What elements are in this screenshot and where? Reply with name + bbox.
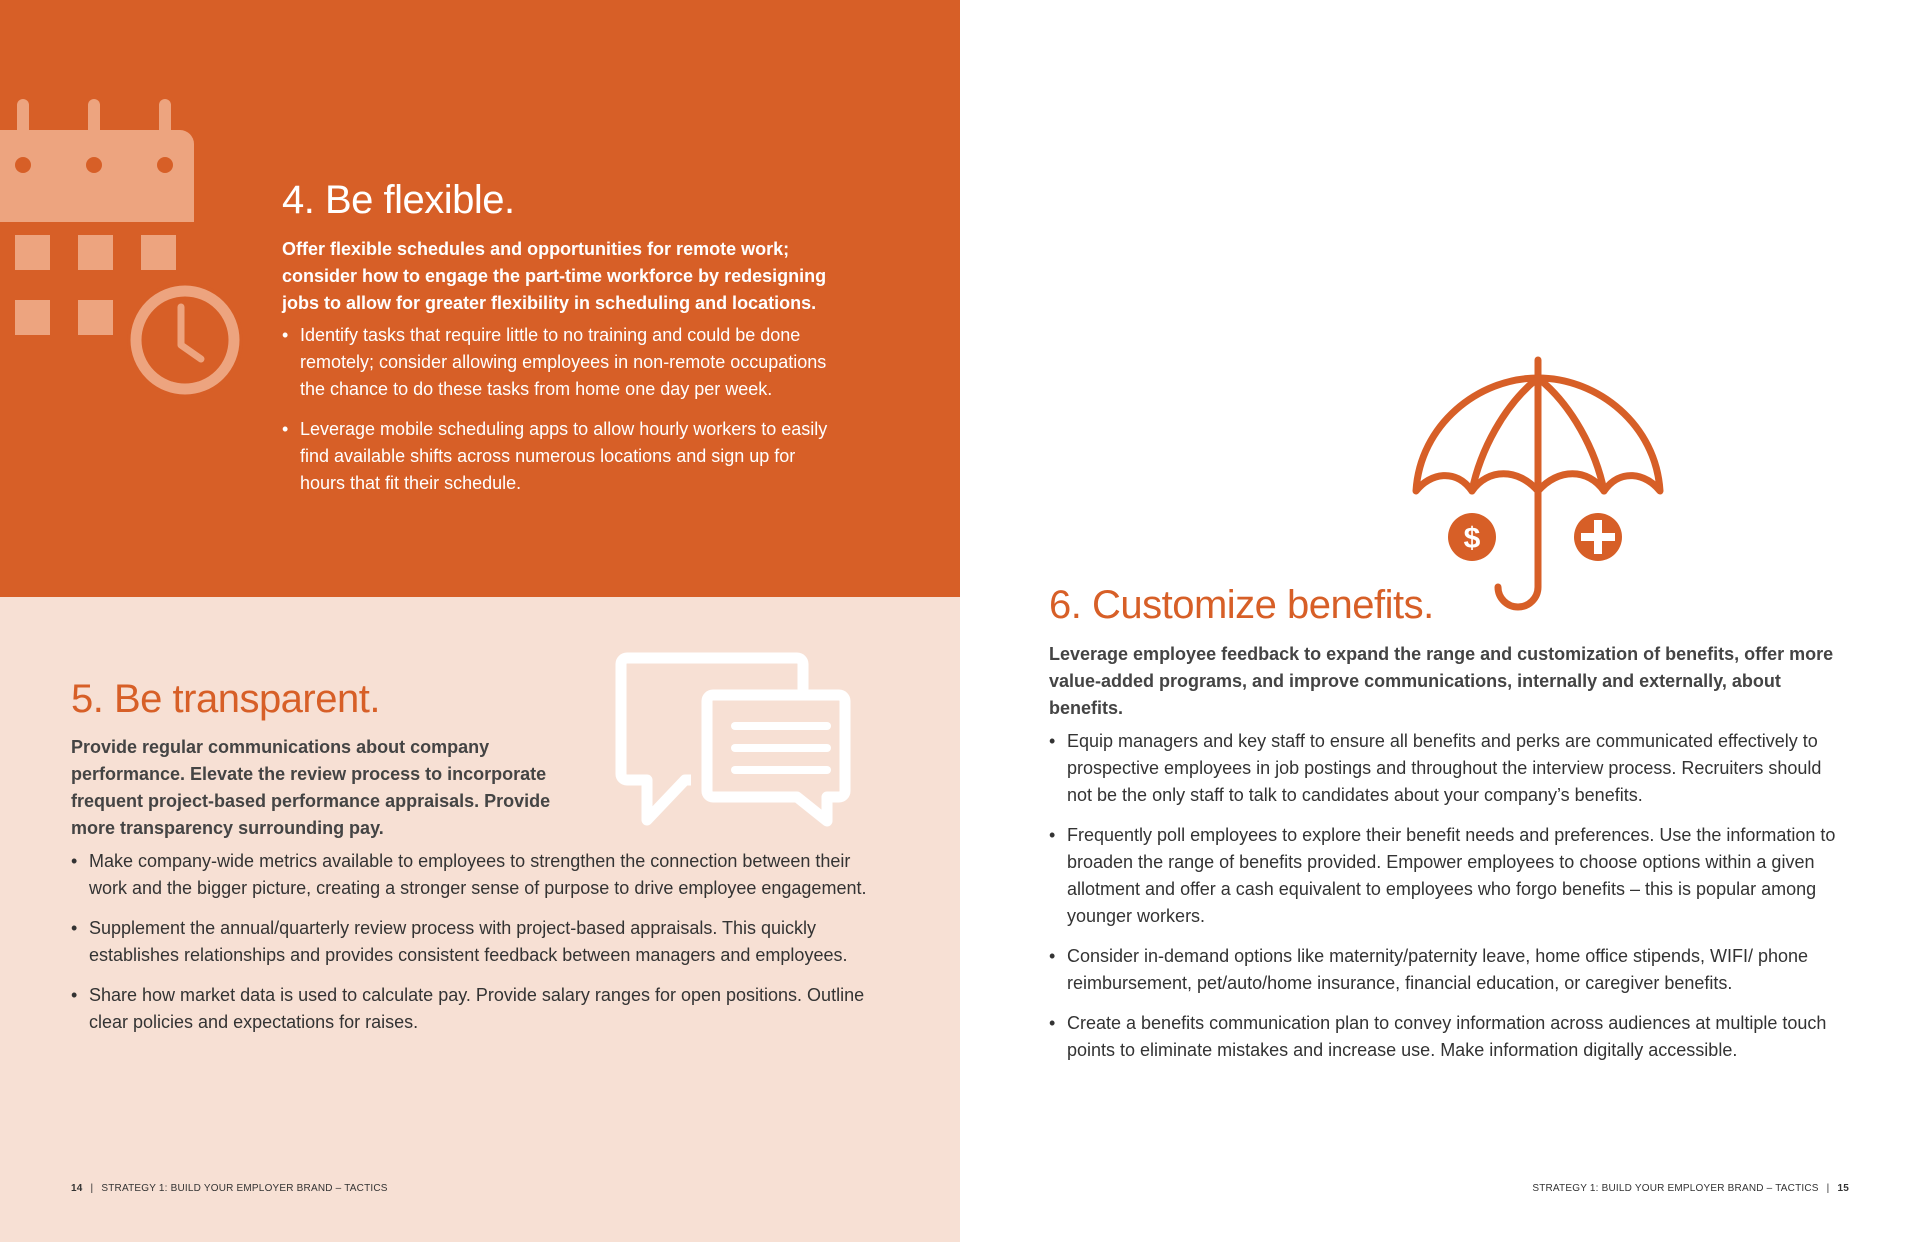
list-item: • Equip managers and key staff to ensure all benefits and perks are communicated effectively to prospective employees in job postings and throughout the interview process. Recruiters should not be the only staff to talk to candidates about your company’s benefits.	[1049, 728, 1849, 809]
section6-lead: Leverage employee feedback to expand the range and customization of benefits, offer more value-added programs, and improve communications, internally and externally, about benefits.	[1049, 644, 1834, 718]
page-number: 15	[1837, 1183, 1849, 1194]
section5-bullet-list	[71, 848, 891, 1049]
page-number: 14	[71, 1183, 83, 1194]
list-item: • Consider in-demand options like maternity/paternity leave, home office stipends, WIFI/ phone reimbursement, pet/auto/home insurance, financial education, or caregiver benefits.	[1049, 943, 1849, 997]
chat-bubbles-icon	[615, 650, 855, 830]
section6-bullet-list	[1049, 728, 1849, 1077]
footer-separator: |	[1826, 1183, 1830, 1194]
list-item: • Identify tasks that require little to no training and could be done remotely; consider allowing employees in non-remote occupations the chance to do these tasks from home one day per week.	[282, 322, 842, 403]
footer-right	[1532, 1183, 1849, 1194]
list-item: • Frequently poll employees to explore their benefit needs and preferences. Use the information to broaden the range of benefits provided. Empower employees to choose options within a given allotment and offer a cash equivalent to employees who forgo benefits – this is popular among younger workers.	[1049, 822, 1849, 930]
footer-text: STRATEGY 1: BUILD YOUR EMPLOYER BRAND – TACTICS	[101, 1183, 388, 1194]
section6-title: 6. Customize benefits.	[1049, 583, 1434, 627]
section4-title: 4. Be flexible.	[282, 178, 515, 222]
list-item: • Supplement the annual/quarterly review process with project-based appraisals. This quickly establishes relationships and provides consistent feedback between managers and employees.	[71, 915, 891, 969]
section5-title: 5. Be transparent.	[71, 677, 380, 721]
umbrella-benefits-icon	[1408, 355, 1673, 615]
list-item: • Make company-wide metrics available to employees to strengthen the connection between their work and the bigger picture, creating a stronger sense of purpose to drive employee engagement.	[71, 848, 891, 902]
section4-panel	[0, 0, 960, 597]
list-item: • Leverage mobile scheduling apps to allow hourly workers to easily find available shifts across numerous locations and sign up for hours that fit their schedule.	[282, 416, 842, 497]
section4-bullet-list	[282, 322, 842, 510]
section4-lead: Offer flexible schedules and opportunities for remote work; consider how to engage the part-time workforce by redesigning jobs to allow for greater flexibility in scheduling and locations.	[282, 239, 827, 313]
footer-left	[71, 1183, 388, 1194]
list-item: • Create a benefits communication plan to convey information across audiences at multiple touch points to eliminate mistakes and increase use. Make information digitally accessible.	[1049, 1010, 1849, 1064]
footer-separator: |	[90, 1183, 94, 1194]
list-item: • Share how market data is used to calculate pay. Provide salary ranges for open positions. Outline clear policies and expectations for raises.	[71, 982, 891, 1036]
section5-lead: Provide regular communications about company performance. Elevate the review process to incorporate frequent project-based performance appraisals. Provide more transparency surrounding pay.	[71, 737, 551, 838]
footer-text: STRATEGY 1: BUILD YOUR EMPLOYER BRAND – TACTICS	[1532, 1183, 1819, 1194]
dollar-sign-icon: $	[1463, 522, 1481, 555]
calendar-clock-icon	[0, 95, 250, 405]
